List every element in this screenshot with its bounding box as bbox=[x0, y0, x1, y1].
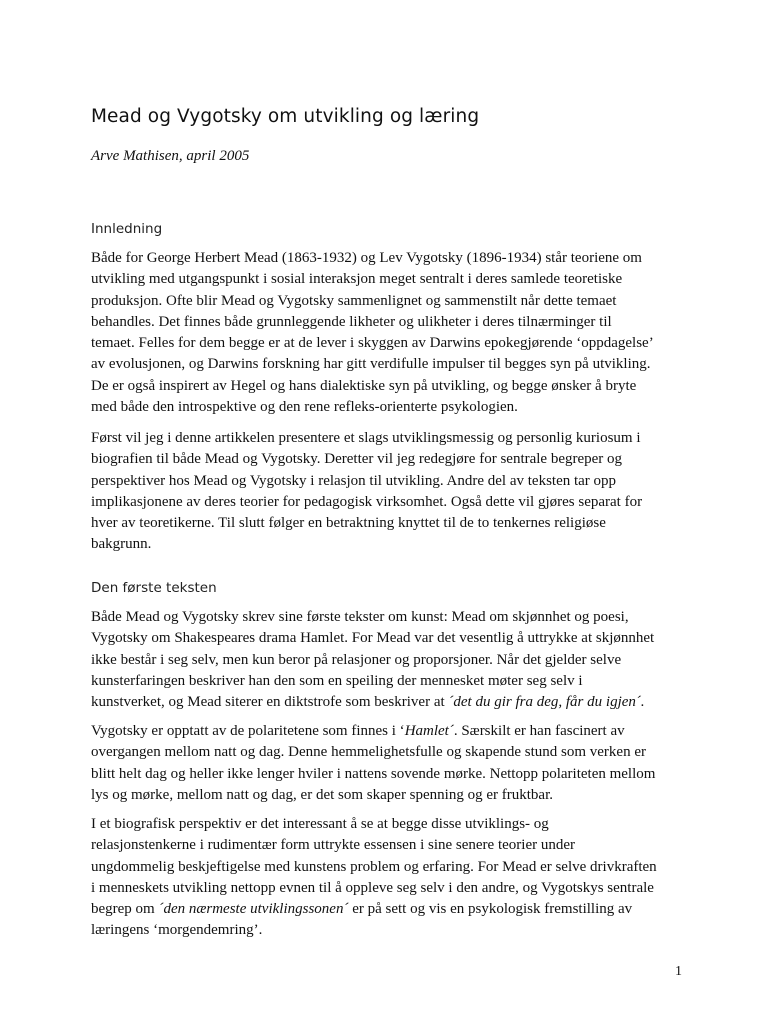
text-line: bakgrunn. bbox=[91, 536, 152, 553]
text-line: biografien til både Mead og Vygotsky. Deretter vil jeg redegjøre for sentrale begreper og bbox=[91, 451, 623, 468]
text-line bbox=[91, 692, 681, 713]
quote: Hamlet´ bbox=[404, 723, 454, 739]
text-line bbox=[91, 721, 681, 742]
text-line: Først vil jeg i denne artikkelen presentere et slags utviklingsmessig og personlig kuriosum i bbox=[91, 430, 641, 446]
text-line: ikke består i seg selv, men kun beror på relasjoner og proporsjoner. Når det gjelder selve bbox=[91, 651, 622, 668]
paragraph bbox=[91, 607, 681, 713]
text-line: I et biografisk perspektiv er det interessant å se at begge disse utviklings- og bbox=[91, 816, 549, 832]
paragraph bbox=[91, 428, 681, 556]
text-line: Både for George Herbert Mead (1863-1932) og Lev Vygotsky (1896-1934) står teoriene om bbox=[91, 250, 642, 266]
text-line: ungdommelig beskjeftigelse med kunstens problem og erfaring. For Mead er selve drivkraften bbox=[91, 858, 657, 875]
paragraph bbox=[91, 814, 681, 942]
text-line: utvikling med utgangspunkt i sosial interaksjon meget sentralt i deres samlede teoretiske bbox=[91, 271, 623, 288]
text-line: relasjonstenkerne i rudimentær form uttrykte essensen i sine senere teorier under bbox=[91, 837, 576, 854]
author-line: Arve Mathisen, april 2005 bbox=[91, 148, 250, 164]
text-segment: er på sett og vis en psykologisk fremstilling av bbox=[348, 901, 633, 918]
text-line: med både den introspektive og den rene refleks-orienterte psykologien. bbox=[91, 399, 518, 416]
paragraph bbox=[91, 248, 681, 418]
text-line: De er også inspirert av Hegel og hans dialektiske syn på utvikling, og begge ønsker å bryte bbox=[91, 377, 637, 394]
text-segment: kunstverket, og Mead siterer en diktstrofe som beskriver at bbox=[91, 694, 449, 711]
page-number: 1 bbox=[675, 964, 682, 979]
text-segment: . Særskilt er han fascinert av bbox=[453, 723, 625, 739]
text-line: lys og mørke, mellom natt og dag, er det som skaper spenning og er fruktbar. bbox=[91, 786, 553, 803]
text-line: perspektiver hos Mead og Vygotsky i relasjon til utvikling. Andre del av teksten tar opp bbox=[91, 472, 617, 489]
text-line: hver av teoretikerne. Til slutt følger en betraktning knyttet til de to tenkernes religiøse bbox=[91, 515, 606, 532]
text-line: implikasjonene av deres teorier for pedagogisk virksomhet. Også dette vil gjøres separat for bbox=[91, 493, 643, 510]
text-line bbox=[91, 899, 681, 920]
text-line: produksjon. Ofte blir Mead og Vygotsky sammenlignet og sammenstilt når dette temaet bbox=[91, 292, 617, 309]
text-line: temaet. Felles for dem begge er at de lever i skyggen av Darwins epokegjørende ‘oppdagelse’ bbox=[91, 335, 654, 352]
paragraph bbox=[91, 721, 681, 806]
document-title: Mead og Vygotsky om utvikling og læring bbox=[91, 106, 480, 127]
text-line: Vygotsky om Shakespeares drama Hamlet. For Mead var det vesentlig å uttrykke at skjønnhet bbox=[91, 630, 655, 647]
section-heading-den-forste-teksten: Den første teksten bbox=[91, 580, 217, 596]
quote: ´den nærmeste utviklingssonen´ bbox=[158, 901, 349, 918]
text-line: behandles. Det finnes både grunnleggende likheter og ulikheter i deres tilnærminger til bbox=[91, 313, 612, 330]
text-line: kunsterfaringen beskriver han den som en speiling der mennesket møter seg selv i bbox=[91, 672, 583, 689]
quote: ´det du gir fra deg, får du igjen´. bbox=[448, 694, 645, 711]
text-line: av evolusjonen, og Darwins forskning har gitt verdifulle impulser til begges syn på utvikling. bbox=[91, 356, 651, 373]
text-segment: begrep om bbox=[91, 901, 159, 918]
text-line: læringens ‘morgendemring’. bbox=[91, 922, 263, 939]
text-line: overgangen mellom natt og dag. Denne hemmelighetsfulle og skapende stund som verken er bbox=[91, 744, 646, 761]
text-line: i menneskets utvikling nettopp evnen til å oppleve seg selv i den andre, og Vygotskys sentrale bbox=[91, 879, 654, 896]
text-line: Både Mead og Vygotsky skrev sine første tekster om kunst: Mead om skjønnhet og poesi, bbox=[91, 609, 629, 625]
text-segment: Vygotsky er opptatt av de polaritetene som finnes i ‘ bbox=[91, 723, 405, 739]
section-heading-innledning: Innledning bbox=[91, 221, 163, 237]
text-line: blitt helt dag og heller ikke lenger hviler i nattens sovende mørke. Nettopp polariteten mellom bbox=[91, 765, 656, 782]
